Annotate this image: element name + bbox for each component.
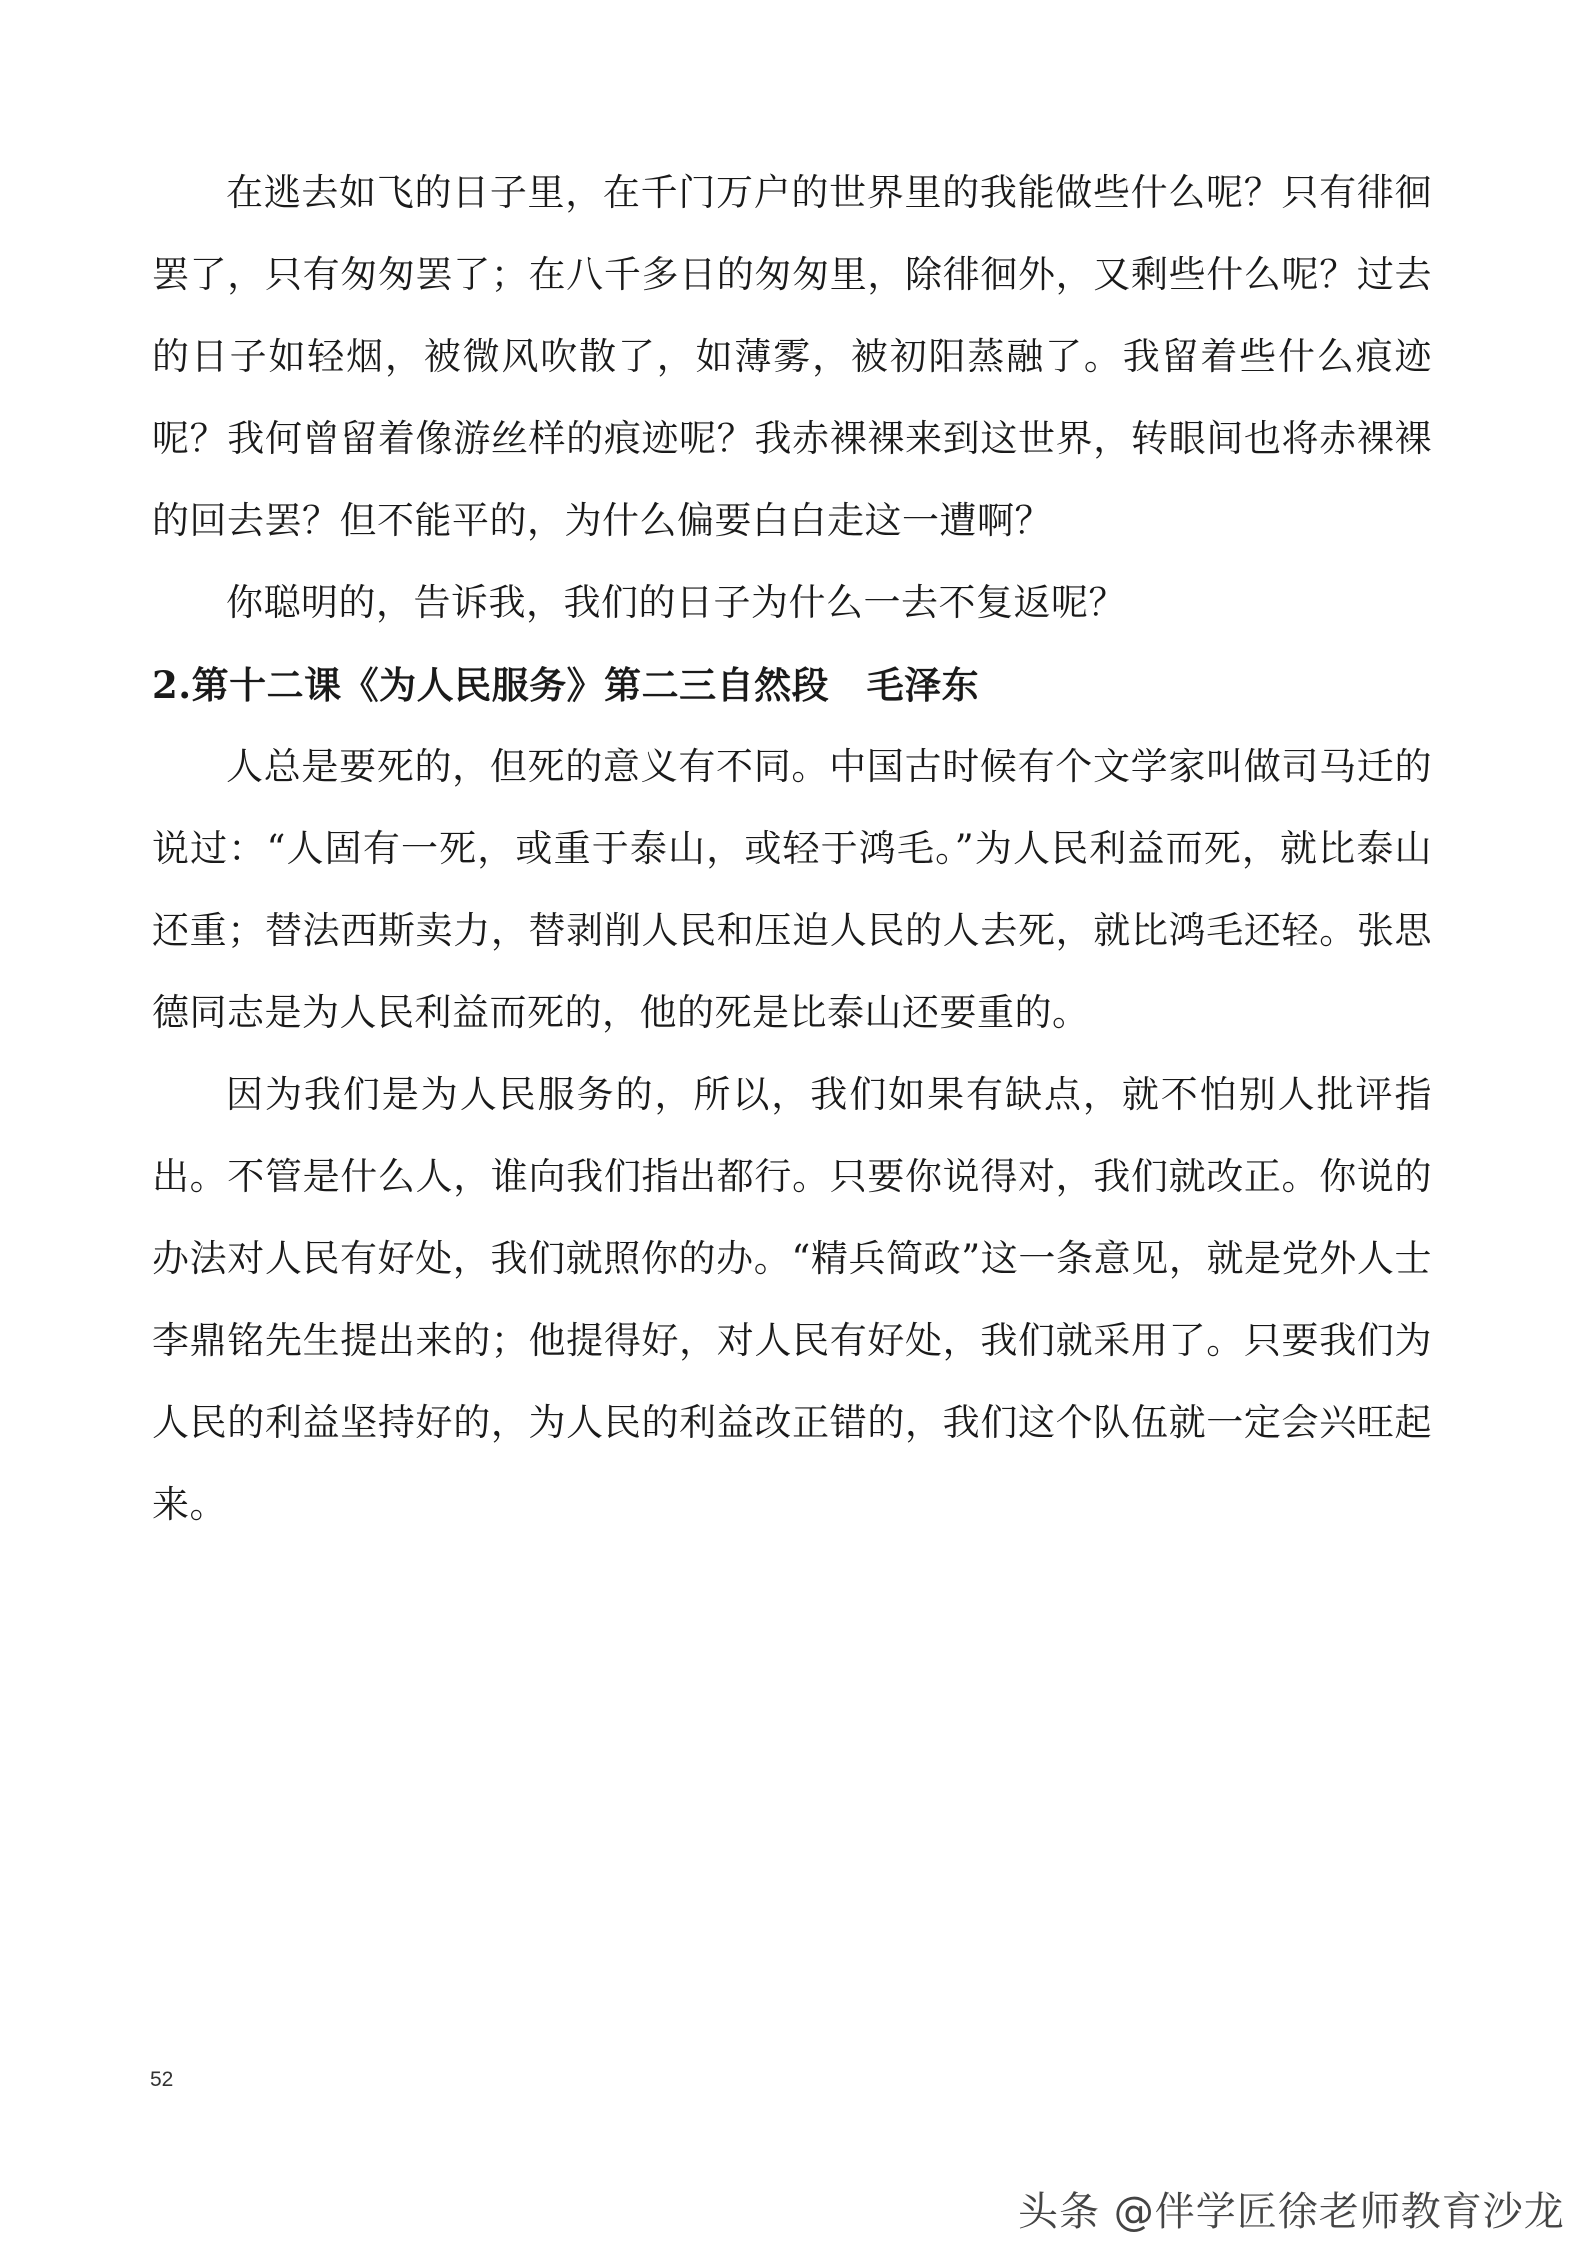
section-heading: 2.第十二课《为人民服务》第二三自然段 毛泽东 xyxy=(152,663,980,707)
paragraph-1: 在逃去如飞的日子里，在千门万户的世界里的我能做些什么呢？只有徘徊罢了，只有匆匆罢了；在八千多日的匆匆里，除徘徊外，又剩些什么呢？过去的日子如轻烟，被微风吹散了，如薄雾，被初阳蒸融了。我留着些什么痕迹呢？我何曾留着像游丝样的痕迹呢？我赤裸裸来到这世界，转眼间也将赤裸裸的回去罢？但不能平的，为什么偏要白白走这一遭啊？ xyxy=(152,171,1432,542)
document-body xyxy=(152,152,1432,1546)
paragraph-3: 人总是要死的，但死的意义有不同。中国古时候有个文学家叫做司马迁的说过：“人固有一死，或重于泰山，或轻于鸿毛。”为人民利益而死，就比泰山还重；替法西斯卖力，替剥削人民和压迫人民的人去死，就比鸿毛还轻。张思德同志是为人民利益而死的，他的死是比泰山还要重的。 xyxy=(152,745,1432,1034)
paragraph-2: 你聪明的，告诉我，我们的日子为什么一去不复返呢？ xyxy=(226,581,1126,624)
watermark: 头条 @伴学匠徐老师教育沙龙 xyxy=(1018,2189,1565,2235)
paragraph-4: 因为我们是为人民服务的，所以，我们如果有缺点，就不怕别人批评指出。不管是什么人，谁向我们指出都行。只要你说得对，我们就改正。你说的办法对人民有好处，我们就照你的办。“精兵简政”这一条意见，就是党外人士李鼎铭先生提出来的；他提得好，对人民有好处，我们就采用了。只要我们为人民的利益坚持好的，为人民的利益改正错的，我们这个队伍就一定会兴旺起来。 xyxy=(152,1073,1432,1526)
page-number: 52 xyxy=(150,2068,174,2091)
